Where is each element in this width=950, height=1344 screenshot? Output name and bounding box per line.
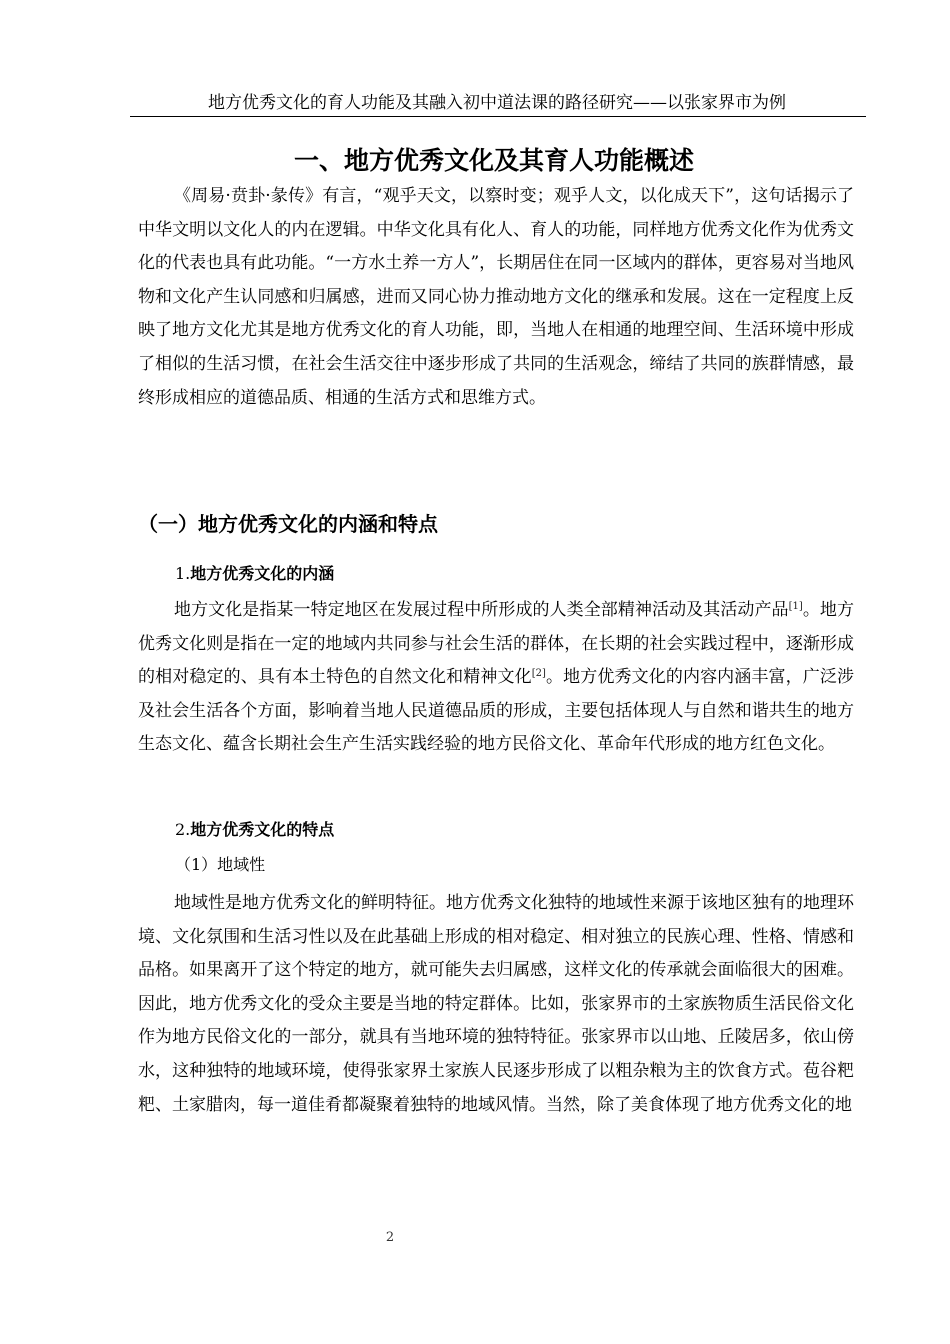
item1-text-part3: 。地方优秀文化的内容内涵丰富，广泛涉及社会生活各个方面，影响着当地人民道德品质的形成，主要包括体现人与自然和谐共生的地方生态文化、蕴含长期社会生产生活实践经验的地方民俗文化、革命年代形成的地方红色文化。: [138, 667, 855, 755]
item1-number: 1.: [175, 564, 191, 583]
subitem-heading: （1）地域性: [175, 855, 266, 874]
page-number: 2: [385, 1230, 395, 1245]
item1-text-part2: 。地方优秀文化则是指在一定的地域内共同参与社会生活的群体，在长期的社会实践过程中，逐渐形成的相对稳定的、具有本土特色的自然文化和精神文化: [138, 600, 854, 688]
item1-paragraph: [138, 594, 854, 762]
running-header: 地方优秀文化的育人功能及其融入初中道法课的路径研究——以张家界市为例: [208, 93, 786, 113]
regionality-paragraph: 地域性是地方优秀文化的鲜明特征。地方优秀文化独特的地域性来源于该地区独有的地理环境、文化氛围和生活习性以及在此基础上形成的相对稳定、相对独立的民族心理、性格、情感和品格。如果离开了这个特定的地方，就可能失去归属感，这样文化的传承就会面临很大的困难。因此，地方优秀文化的受众主要是当地的特定群体。比如，张家界市的土家族物质生活民俗文化作为地方民俗文化的一部分，就具有当地环境的独特特征。张家界市以山地、丘陵居多，依山傍水，这种独特的地域环境，使得张家界土家族人民逐步形成了以粗杂粮为主的饮食方式。苞谷粑粑、土家腊肉，每一道佳肴都凝聚着独特的地域风情。当然，除了美食体现了地方优秀文化的地: [138, 893, 854, 1115]
item1-heading: [175, 559, 334, 589]
citation-2[interactable]: [2]: [531, 668, 546, 680]
header-rule: [130, 116, 866, 117]
item2-number: 2.: [175, 820, 191, 839]
intro-paragraph: 《周易·贲卦·彖传》有言，“观乎天文，以察时变；观乎人文，以化成天下”，这句话揭示了中华文明以文化人的内在逻辑。中华文化具有化人、育人的功能，同样地方优秀文化作为优秀文化的代表也具有此功能。“一方水土养一方人”，长期居住在同一区域内的群体，更容易对当地风物和文化产生认同感和归属感，进而又同心协力推动地方文化的继承和发展。这在一定程度上反映了地方文化尤其是地方优秀文化的育人功能，即，当地人在相通的地理空间、生活环境中形成了相似的生活习惯，在社会生活交往中逐步形成了共同的生活观念，缔结了共同的族群情感，最终形成相应的道德品质、相通的生活方式和思维方式。: [138, 186, 854, 408]
item1-text-part1: 地方文化是指某一特定地区在发展过程中所形成的人类全部精神活动及其活动产品: [174, 600, 789, 620]
item1-title: 地方优秀文化的内涵: [190, 564, 335, 583]
section-title: 一、地方优秀文化及其育人功能概述: [293, 146, 694, 175]
item2-title: 地方优秀文化的特点: [190, 820, 335, 839]
subsection-title: （一）地方优秀文化的内涵和特点: [138, 512, 438, 536]
citation-1[interactable]: [1]: [788, 601, 803, 612]
item2-heading: [175, 815, 334, 845]
